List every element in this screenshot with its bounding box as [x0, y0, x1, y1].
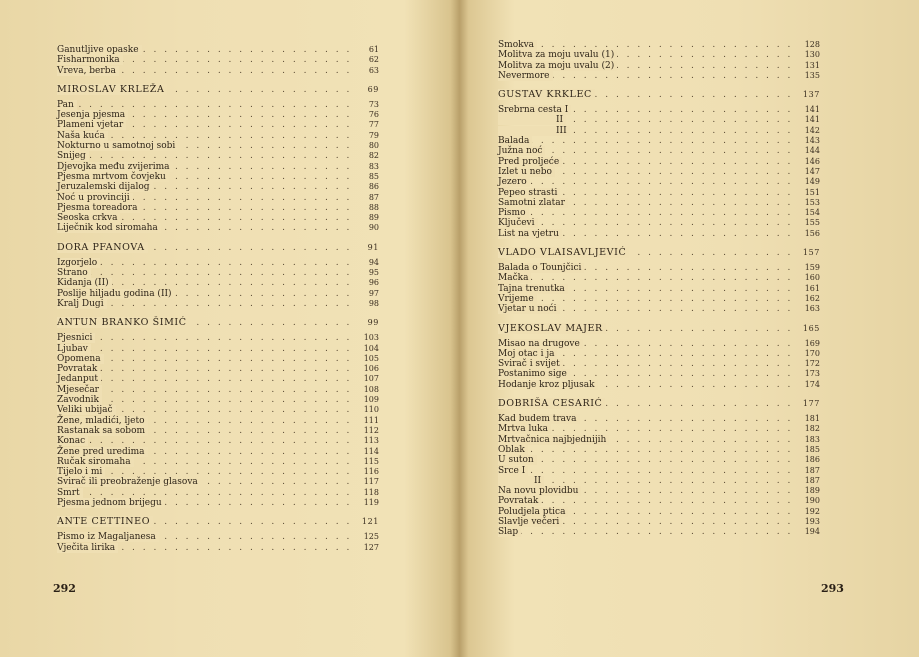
poem-page-number: 117 — [363, 477, 379, 487]
author-page-number: 177 — [802, 399, 820, 409]
poem-page-number: 125 — [363, 532, 379, 542]
toc-entry — [57, 278, 379, 288]
toc-entry — [498, 146, 820, 156]
dot-leader — [57, 268, 357, 278]
poem-title: Mrtva luka — [498, 424, 551, 434]
right-toc — [498, 40, 820, 538]
poem-page-number: 82 — [368, 151, 379, 161]
poem-title: Jesenja pjesma — [57, 110, 128, 120]
toc-entry — [57, 436, 379, 446]
author-name: VJEKOSLAV MAJER — [498, 323, 606, 334]
toc-entry — [57, 447, 379, 457]
toc-entry — [57, 66, 379, 76]
author-page-number: 165 — [802, 323, 820, 333]
poem-page-number: 116 — [363, 467, 379, 477]
poem-title: Oblak — [498, 445, 528, 455]
poem-page-number: 62 — [368, 55, 379, 65]
dot-leader — [57, 385, 357, 395]
poem-title: Molitva za moju uvalu (2) — [498, 61, 617, 71]
toc-entry — [57, 344, 379, 354]
poem-title: Povratak — [57, 364, 100, 374]
dot-leader — [57, 374, 357, 384]
toc-entry — [498, 466, 820, 476]
poem-title: Povratak — [498, 496, 541, 506]
poem-title: Moj otac i ja — [498, 349, 557, 359]
poem-title: Hodanje kroz pljusak — [498, 380, 598, 390]
toc-entry — [57, 45, 379, 55]
toc-entry — [57, 213, 379, 223]
toc-entry — [498, 369, 820, 379]
poem-title: Naša kuća — [57, 131, 108, 141]
dot-leader — [498, 527, 798, 537]
poem-page-number: 79 — [368, 130, 379, 140]
toc-entry — [57, 498, 379, 508]
poem-page-number: 183 — [804, 434, 820, 444]
poem-title: Misao na drugove — [498, 339, 583, 349]
poem-title: Žene, mladići, ljeto — [57, 416, 148, 426]
poem-title: Pjesma toreadora — [57, 203, 140, 213]
toc-entry — [57, 477, 379, 487]
dot-leader — [57, 100, 357, 110]
poem-title: Mačka — [498, 273, 531, 283]
toc-entry — [498, 445, 820, 455]
poem-title: Južna noć — [498, 146, 545, 156]
poem-page-number: 149 — [804, 177, 820, 187]
poem-page-number: 163 — [804, 304, 820, 314]
dot-leader — [498, 445, 798, 455]
dot-leader — [498, 218, 798, 228]
toc-entry — [498, 71, 820, 81]
poem-title: Konac — [57, 436, 88, 446]
poem-page-number: 61 — [368, 45, 379, 54]
toc-entry — [498, 167, 820, 177]
poem-title: Strano — [57, 268, 91, 278]
dot-leader — [57, 258, 357, 268]
poem-page-number: 151 — [804, 187, 820, 197]
poem-title: Kidanja (II) — [57, 278, 112, 288]
dot-leader — [57, 488, 357, 498]
toc-entry — [57, 395, 379, 405]
left-toc — [57, 45, 379, 553]
poem-title: Veliki ubijač — [57, 405, 116, 415]
poem-title: Slavlje večeri — [498, 517, 562, 527]
poem-title: Rastanak sa sobom — [57, 426, 148, 436]
toc-entry — [57, 532, 379, 542]
poem-page-number: 87 — [368, 192, 379, 202]
poem-page-number: 98 — [368, 298, 379, 308]
poem-page-number: 162 — [804, 293, 820, 303]
poem-page-number: 108 — [363, 384, 379, 394]
poem-title: Balada — [498, 136, 532, 146]
poem-title: Poludjela ptica — [498, 507, 568, 517]
author-page-number: 99 — [367, 318, 379, 328]
poem-page-number: 118 — [363, 487, 379, 497]
dot-leader — [57, 333, 357, 343]
poem-page-number: 186 — [804, 455, 820, 465]
poem-title: Ključevi — [498, 218, 538, 228]
author-heading — [57, 316, 379, 330]
poem-page-number: 119 — [363, 497, 379, 507]
toc-entry — [498, 263, 820, 273]
poem-page-number: 146 — [804, 156, 820, 166]
dot-leader — [57, 364, 357, 374]
toc-entry — [57, 162, 379, 172]
toc-entry — [498, 476, 820, 486]
toc-entry — [57, 543, 379, 553]
toc-entry — [498, 517, 820, 527]
toc-entry — [498, 359, 820, 369]
poem-title: Jezero — [498, 177, 530, 187]
author-page-number: 137 — [802, 90, 820, 100]
toc-entry — [498, 126, 820, 136]
toc-entry — [498, 115, 820, 125]
toc-entry — [57, 223, 379, 233]
toc-entry — [498, 339, 820, 349]
toc-entry — [57, 457, 379, 467]
toc-entry — [498, 527, 820, 537]
poem-title: Zavodnik — [57, 395, 102, 405]
poem-title: Postanimo sige — [498, 369, 570, 379]
left-page — [0, 0, 459, 657]
toc-entry — [57, 172, 379, 182]
poem-title: Srce I — [498, 466, 528, 476]
poem-page-number: 85 — [368, 171, 379, 181]
poem-page-number: 131 — [804, 60, 820, 70]
poem-page-number: 83 — [368, 161, 379, 171]
poem-page-number: 181 — [804, 414, 820, 424]
poem-title: Pan — [57, 100, 77, 110]
poem-page-number: 115 — [363, 456, 379, 466]
poem-title: Smokva — [498, 40, 537, 50]
poem-page-number: 73 — [368, 99, 379, 109]
toc-entry — [498, 435, 820, 445]
poem-page-number: 159 — [804, 263, 820, 273]
toc-entry — [57, 467, 379, 477]
poem-page-number: 160 — [804, 273, 820, 283]
toc-entry — [57, 258, 379, 268]
toc-entry — [498, 61, 820, 71]
poem-title: II — [498, 115, 566, 125]
poem-title: Vjetar u noći — [498, 304, 560, 314]
poem-title: Pjesma jednom brijegu — [57, 498, 165, 508]
poem-page-number: 144 — [804, 146, 820, 156]
toc-entry — [498, 208, 820, 218]
dot-leader — [498, 455, 798, 465]
author-heading — [57, 83, 379, 97]
poem-page-number: 153 — [804, 197, 820, 207]
dot-leader — [498, 496, 798, 506]
poem-page-number: 94 — [368, 257, 379, 267]
poem-title: Ručak siromaha — [57, 457, 134, 467]
poem-title: Tijelo i mi — [57, 467, 105, 477]
poem-page-number: 90 — [368, 223, 379, 233]
poem-title: III — [498, 126, 570, 136]
poem-page-number: 113 — [363, 436, 379, 446]
toc-entry — [498, 380, 820, 390]
poem-title: Plameni vjetar — [57, 120, 126, 130]
poem-title: Vreva, berba — [57, 66, 119, 76]
author-name: ANTUN BRANKO ŠIMIĆ — [57, 317, 190, 328]
poem-page-number: 187 — [804, 465, 820, 475]
poem-page-number: 104 — [363, 343, 379, 353]
poem-page-number: 141 — [804, 115, 820, 125]
poem-title: Noć u provinciji — [57, 193, 133, 203]
poem-page-number: 193 — [804, 516, 820, 526]
dot-leader — [498, 177, 798, 187]
author-name: VLADO VLAISAVLJEVIĆ — [498, 247, 629, 258]
poem-title: Srebrna cesta I — [498, 105, 571, 115]
poem-title: Izlet u nebo — [498, 167, 555, 177]
toc-entry — [57, 405, 379, 415]
author-name: ANTE CETTINEO — [57, 516, 153, 527]
poem-page-number: 76 — [368, 110, 379, 120]
poem-title: Pepeo strasti — [498, 188, 560, 198]
poem-title: List na vjetru — [498, 229, 562, 239]
poem-page-number: 96 — [368, 278, 379, 288]
poem-page-number: 182 — [804, 424, 820, 434]
toc-entry — [57, 354, 379, 364]
poem-page-number: 86 — [368, 182, 379, 192]
poem-title: Nokturno u samotnoj sobi — [57, 141, 178, 151]
toc-entry — [498, 294, 820, 304]
poem-page-number: 127 — [363, 542, 379, 552]
poem-page-number: 173 — [804, 369, 820, 379]
poem-page-number: 141 — [804, 105, 820, 115]
toc-entry — [57, 203, 379, 213]
poem-page-number: 161 — [804, 283, 820, 293]
poem-page-number: 135 — [804, 70, 820, 80]
poem-page-number: 185 — [804, 444, 820, 454]
poem-page-number: 142 — [804, 125, 820, 135]
toc-entry — [57, 193, 379, 203]
toc-entry — [498, 229, 820, 239]
poem-title: Pismo iz Magaljanesa — [57, 532, 159, 542]
poem-page-number: 95 — [368, 268, 379, 278]
toc-entry — [498, 136, 820, 146]
toc-entry — [498, 105, 820, 115]
poem-page-number: 154 — [804, 208, 820, 218]
poem-page-number: 63 — [368, 65, 379, 75]
poem-page-number: 106 — [363, 364, 379, 374]
toc-entry — [498, 198, 820, 208]
author-heading — [498, 322, 820, 336]
poem-title: Djevojka među zvijerima — [57, 162, 173, 172]
poem-page-number: 80 — [368, 141, 379, 151]
toc-entry — [57, 333, 379, 343]
right-page — [460, 0, 919, 657]
poem-title: Tajna trenutka — [498, 284, 568, 294]
poem-title: Pismo — [498, 208, 529, 218]
poem-title: Pjesma mrtvom čovjeku — [57, 172, 169, 182]
toc-entry — [57, 416, 379, 426]
poem-title: Jedanput — [57, 374, 101, 384]
toc-entry — [57, 120, 379, 130]
poem-page-number: 114 — [363, 446, 379, 456]
poem-title: Svirač i svijet — [498, 359, 563, 369]
author-name: DOBRIŠA CESARIĆ — [498, 398, 605, 409]
toc-entry — [57, 426, 379, 436]
poem-page-number: 194 — [804, 527, 820, 537]
poem-page-number: 170 — [804, 348, 820, 358]
toc-entry — [57, 299, 379, 309]
poem-page-number: 172 — [804, 359, 820, 369]
poem-title: Slap — [498, 527, 521, 537]
dot-leader — [57, 395, 357, 405]
poem-title: Balada o Tounjčici — [498, 263, 584, 273]
toc-entry — [498, 40, 820, 50]
poem-page-number: 143 — [804, 136, 820, 146]
dot-leader — [498, 294, 798, 304]
author-name: DORA PFANOVA — [57, 242, 148, 253]
dot-leader — [498, 273, 798, 283]
toc-entry — [498, 284, 820, 294]
poem-page-number: 187 — [804, 475, 820, 485]
poem-title: Kad budem trava — [498, 414, 580, 424]
poem-page-number: 147 — [804, 166, 820, 176]
poem-title: Mrtvačnica najbjednijih — [498, 435, 609, 445]
toc-entry — [498, 304, 820, 314]
page-number: 292 — [53, 582, 76, 595]
toc-entry — [498, 349, 820, 359]
toc-entry — [498, 157, 820, 167]
poem-title: Ljubav — [57, 344, 91, 354]
toc-entry — [57, 268, 379, 278]
dot-leader — [498, 136, 798, 146]
poem-title: Na novu plovidbu — [498, 486, 581, 496]
poem-page-number: 130 — [804, 50, 820, 60]
poem-title: Pjesnici — [57, 333, 95, 343]
poem-page-number: 169 — [804, 338, 820, 348]
poem-title: Vrijeme — [498, 294, 537, 304]
poem-title: Svirač ili preobraženje glasova — [57, 477, 201, 487]
toc-entry — [57, 374, 379, 384]
dot-leader — [57, 436, 357, 446]
poem-page-number: 190 — [804, 496, 820, 506]
dot-leader — [498, 208, 798, 218]
toc-entry — [498, 486, 820, 496]
toc-entry — [57, 131, 379, 141]
poem-title: Izgorjelo — [57, 258, 100, 268]
poem-title: Smrt — [57, 488, 83, 498]
toc-entry — [498, 50, 820, 60]
poem-page-number: 156 — [804, 228, 820, 238]
toc-entry — [57, 55, 379, 65]
toc-entry — [498, 496, 820, 506]
dot-leader — [57, 151, 357, 161]
author-page-number: 121 — [361, 517, 379, 527]
toc-entry — [498, 507, 820, 517]
poem-page-number: 77 — [368, 120, 379, 130]
author-heading — [498, 246, 820, 260]
toc-entry — [57, 151, 379, 161]
author-page-number: 69 — [367, 84, 379, 94]
poem-title: Seoska crkva — [57, 213, 120, 223]
poem-title: Pred proljeće — [498, 157, 562, 167]
poem-title: Poslije hiljadu godina (II) — [57, 289, 175, 299]
author-heading — [57, 515, 379, 529]
poem-title: Žene pred uredima — [57, 447, 148, 457]
dot-leader — [498, 40, 798, 50]
poem-page-number: 105 — [363, 353, 379, 363]
poem-title: U suton — [498, 455, 537, 465]
poem-title: Snijeg — [57, 151, 89, 161]
page-number: 293 — [821, 582, 844, 595]
toc-entry — [498, 218, 820, 228]
dot-leader — [57, 344, 357, 354]
toc-entry — [498, 188, 820, 198]
toc-entry — [57, 289, 379, 299]
toc-entry — [57, 141, 379, 151]
toc-entry — [57, 488, 379, 498]
toc-entry — [57, 182, 379, 192]
toc-entry — [57, 364, 379, 374]
poem-page-number: 109 — [363, 395, 379, 405]
poem-title: Fisharmonika — [57, 55, 123, 65]
author-page-number: 157 — [802, 248, 820, 258]
poem-page-number: 174 — [804, 379, 820, 389]
toc-entry — [498, 177, 820, 187]
poem-title: Molitva za moju uvalu (1) — [498, 50, 617, 60]
poem-page-number: 97 — [368, 288, 379, 298]
toc-entry — [498, 273, 820, 283]
poem-title: Ganutljive opaske — [57, 45, 142, 55]
poem-title: Vječita lirika — [57, 543, 118, 553]
poem-page-number: 189 — [804, 486, 820, 496]
poem-page-number: 103 — [363, 333, 379, 343]
poem-page-number: 155 — [804, 218, 820, 228]
poem-page-number: 111 — [363, 415, 379, 425]
author-name: GUSTAV KRKLEC — [498, 89, 595, 100]
poem-page-number: 88 — [368, 202, 379, 212]
poem-title: Kralj Dugi — [57, 299, 107, 309]
poem-title: Nevermore — [498, 71, 553, 81]
toc-entry — [57, 385, 379, 395]
toc-entry — [57, 100, 379, 110]
poem-page-number: 192 — [804, 506, 820, 516]
author-page-number: 91 — [367, 242, 379, 252]
poem-title: Mjesečar — [57, 385, 102, 395]
poem-page-number: 107 — [363, 374, 379, 384]
poem-page-number: 112 — [363, 425, 379, 435]
poem-page-number: 110 — [363, 405, 379, 415]
toc-entry — [498, 424, 820, 434]
author-heading — [57, 241, 379, 255]
poem-page-number: 128 — [804, 40, 820, 49]
author-heading — [498, 88, 820, 102]
toc-entry — [498, 414, 820, 424]
poem-title: Samotni zlatar — [498, 198, 568, 208]
toc-entry — [57, 110, 379, 120]
author-name: MIROSLAV KRLEŽA — [57, 84, 167, 95]
poem-title: II — [498, 476, 544, 486]
poem-page-number: 89 — [368, 213, 379, 223]
poem-title: Jeruzalemski dijalog — [57, 182, 153, 192]
dot-leader — [498, 466, 798, 476]
author-heading — [498, 397, 820, 411]
poem-title: Opomena — [57, 354, 104, 364]
poem-title: Liječnik kod siromaha — [57, 223, 161, 233]
toc-entry — [498, 455, 820, 465]
